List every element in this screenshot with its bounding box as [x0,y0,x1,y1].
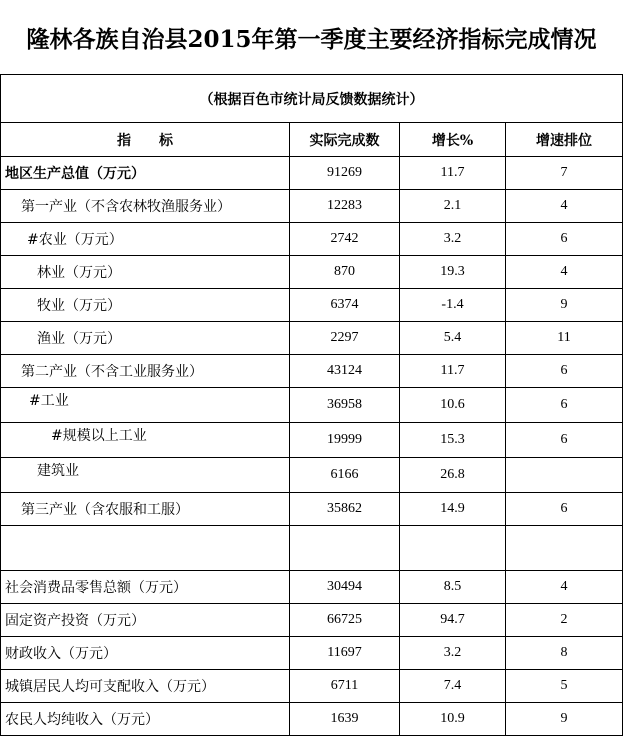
row-label: 第一产业（不含农林牧渔服务业） [1,190,290,223]
row-label: 城镇居民人均可支配收入（万元） [1,670,290,703]
row-value: 870 [290,256,400,289]
table-row [1,604,623,637]
table-row [1,289,623,322]
table-row [1,637,623,670]
row-label: 地区生产总值（万元） [1,157,290,190]
table-row [1,703,623,736]
header-actual: 实际完成数 [290,123,400,157]
table-row [1,458,623,493]
row-rank: 5 [506,670,623,703]
table-row [1,571,623,604]
row-value: 6166 [290,458,400,493]
row-value: 30494 [290,571,400,604]
table-row [1,190,623,223]
row-label: #农业（万元） [1,223,290,256]
page-title: 隆林各族自治县2015年第一季度主要经济指标完成情况 [26,25,597,53]
row-rank: 6 [506,223,623,256]
row-rank: 2 [506,604,623,637]
row-growth: 10.6 [400,388,506,423]
row-growth: 5.4 [400,322,506,355]
table-header-row [1,123,623,157]
row-label: #规模以上工业 [1,423,290,458]
indicator-table [0,74,623,736]
row-value: 35862 [290,493,400,526]
row-value: 12283 [290,190,400,223]
row-rank [506,458,623,493]
table-row [1,223,623,256]
row-growth [400,526,506,571]
table-row [1,256,623,289]
row-growth: 3.2 [400,637,506,670]
table-row [1,423,623,458]
row-rank [506,526,623,571]
row-label: 社会消费品零售总额（万元） [1,571,290,604]
row-rank: 7 [506,157,623,190]
row-value: 36958 [290,388,400,423]
row-label: 第二产业（不含工业服务业） [1,355,290,388]
row-rank: 4 [506,571,623,604]
row-growth: 2.1 [400,190,506,223]
header-rank: 增速排位 [506,123,623,157]
row-rank: 6 [506,493,623,526]
row-growth: 94.7 [400,604,506,637]
row-value: 43124 [290,355,400,388]
row-rank: 9 [506,289,623,322]
table-subtitle: （根据百色市统计局反馈数据统计） [1,75,623,123]
row-rank: 6 [506,423,623,458]
row-label: 牧业（万元） [1,289,290,322]
row-growth: 19.3 [400,256,506,289]
row-growth: 8.5 [400,571,506,604]
row-value [290,526,400,571]
row-value: 2742 [290,223,400,256]
row-rank: 6 [506,355,623,388]
row-label: 渔业（万元） [1,322,290,355]
row-growth: -1.4 [400,289,506,322]
row-value: 6711 [290,670,400,703]
row-label: 农民人均纯收入（万元） [1,703,290,736]
row-label: 固定资产投资（万元） [1,604,290,637]
table-row [1,322,623,355]
row-rank: 4 [506,256,623,289]
row-rank: 4 [506,190,623,223]
table-row [1,526,623,571]
row-growth: 3.2 [400,223,506,256]
row-label: #工业 [1,388,290,423]
row-growth: 11.7 [400,355,506,388]
table-row [1,388,623,423]
table-row [1,670,623,703]
row-label [1,526,290,571]
row-growth: 10.9 [400,703,506,736]
row-rank: 8 [506,637,623,670]
row-value: 91269 [290,157,400,190]
row-label: 建筑业 [1,458,290,493]
row-label: 第三产业（含农服和工服） [1,493,290,526]
row-label: 林业（万元） [1,256,290,289]
row-rank: 11 [506,322,623,355]
table-row [1,157,623,190]
table-row [1,355,623,388]
header-indicator: 指 标 [1,123,290,157]
row-growth: 26.8 [400,458,506,493]
row-rank: 6 [506,388,623,423]
row-growth: 14.9 [400,493,506,526]
row-value: 1639 [290,703,400,736]
row-value: 11697 [290,637,400,670]
header-growth: 增长% [400,123,506,157]
row-growth: 15.3 [400,423,506,458]
row-growth: 11.7 [400,157,506,190]
row-value: 6374 [290,289,400,322]
table-row [1,493,623,526]
row-growth: 7.4 [400,670,506,703]
row-rank: 9 [506,703,623,736]
row-value: 19999 [290,423,400,458]
row-value: 2297 [290,322,400,355]
row-value: 66725 [290,604,400,637]
row-label: 财政收入（万元） [1,637,290,670]
